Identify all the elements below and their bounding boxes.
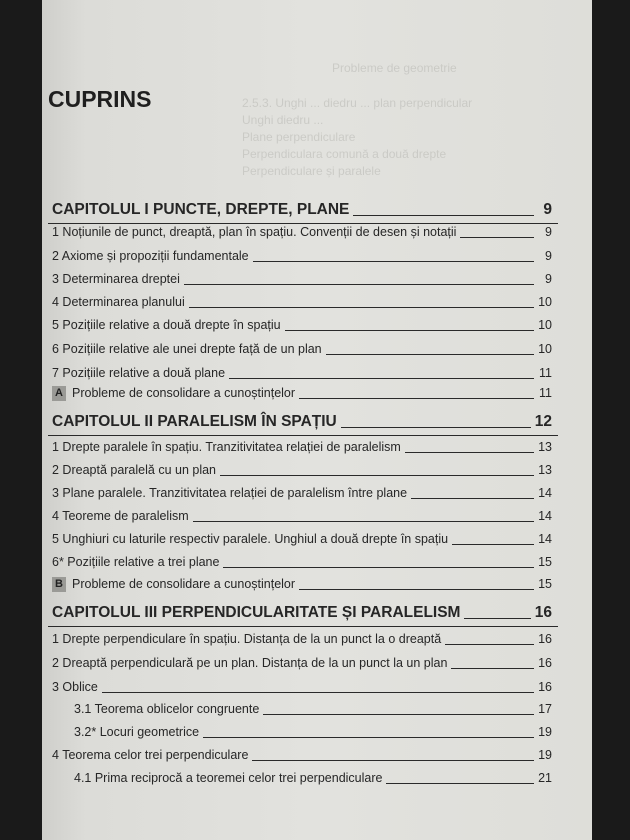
page-title: CUPRINS (48, 86, 152, 112)
page-number: 16 (538, 632, 552, 646)
entry-title: 6* Pozițiile relative a trei plane (52, 555, 220, 569)
page-number: 9 (545, 225, 552, 239)
bleed-through-line: Unghi diedru ... (242, 113, 324, 127)
chapter-heading (52, 200, 552, 219)
leader-line (353, 215, 534, 216)
entry-title: 4.1 Prima reciprocă a teoremei celor trei perpendiculare (74, 771, 383, 785)
page-number: 10 (538, 342, 552, 356)
bleed-through-text (242, 60, 562, 200)
leader-line (341, 427, 531, 428)
entry-title: 4 Teorema celor trei perpendiculare (52, 748, 249, 762)
chapter-rule (48, 435, 558, 436)
leader-line (405, 452, 534, 453)
page-number: 16 (538, 680, 552, 694)
page-number: 16 (538, 656, 552, 670)
page-number: 13 (538, 463, 552, 477)
bleed-through-line: Probleme de geometrie (332, 61, 457, 75)
bleed-through-line: 2.5.3. Unghi ... diedru ... plan perpendicular (242, 96, 473, 110)
leader-line (184, 284, 534, 285)
leader-line (203, 737, 534, 738)
problem-set-badge: A (52, 386, 66, 401)
toc-entry (52, 532, 552, 547)
leader-line (193, 521, 534, 522)
entry-title: 1 Noțiunile de punct, dreaptă, plan în spațiu. Convenții de desen și notații (52, 225, 457, 239)
page-number: 9 (543, 201, 552, 218)
entry-title: 6 Pozițiile relative ale unei drepte față de un plan (52, 342, 322, 356)
leader-line (253, 261, 534, 262)
bleed-through-line: Perpendiculare și paralele (242, 164, 381, 178)
entry-title: 3 Plane paralele. Tranzitivitatea relației de paralelism între plane (52, 486, 408, 500)
leader-line (285, 330, 534, 331)
page-number: 10 (538, 295, 552, 309)
entry-title: CAPITOLUL I PUNCTE, DREPTE, PLANE (52, 201, 350, 218)
entry-title: 1 Drepte perpendiculare în spațiu. Distanța de la un punct la o dreaptă (52, 632, 442, 646)
problems-entry (52, 386, 552, 401)
toc-entry (52, 440, 552, 455)
entry-title: 2 Dreaptă perpendiculară pe un plan. Distanța de la un punct la un plan (52, 656, 448, 670)
page-number: 21 (538, 771, 552, 785)
book-page (42, 0, 592, 840)
bleed-through-line: Perpendiculara comună a două drepte (242, 147, 447, 161)
page-number: 12 (534, 413, 552, 430)
toc-entry (52, 486, 552, 501)
toc-entry (74, 702, 552, 717)
leader-line (386, 783, 534, 784)
page-number: 9 (545, 272, 552, 286)
page-number: 10 (538, 318, 552, 332)
leader-line (460, 237, 534, 238)
page-number: 11 (539, 366, 552, 380)
entry-title: 4 Determinarea planului (52, 295, 185, 309)
chapter-heading (52, 412, 552, 431)
problem-set-badge: B (52, 577, 66, 592)
toc-entry (52, 249, 552, 264)
leader-line (452, 544, 534, 545)
toc-entry (52, 272, 552, 287)
toc-entry (52, 318, 552, 333)
toc-entry (52, 225, 552, 240)
leader-line (299, 589, 534, 590)
page-number: 19 (538, 725, 552, 739)
entry-title: 2 Axiome și propoziții fundamentale (52, 249, 249, 263)
entry-title: CAPITOLUL II PARALELISM ÎN SPAȚIU (52, 413, 337, 430)
entry-title: 3.1 Teorema oblicelor congruente (74, 702, 260, 716)
toc-entry (52, 748, 552, 763)
page-number: 14 (538, 509, 552, 523)
leader-line (189, 307, 534, 308)
leader-line (229, 378, 534, 379)
leader-line (299, 398, 534, 399)
entry-title: 5 Pozițiile relative a două drepte în spațiu (52, 318, 281, 332)
toc-entry (52, 509, 552, 524)
leader-line (445, 644, 534, 645)
chapter-rule (48, 626, 558, 627)
page-number: 17 (538, 702, 552, 716)
toc-entry (52, 555, 552, 570)
page-number: 19 (538, 748, 552, 762)
toc-entry (74, 771, 552, 786)
page-number: 13 (538, 440, 552, 454)
bleed-through-line: Plane perpendiculare (242, 130, 356, 144)
leader-line (102, 692, 534, 693)
page-number: 9 (545, 249, 552, 263)
entry-title: 3 Determinarea dreptei (52, 272, 180, 286)
page-number: 16 (534, 604, 552, 621)
toc-entry (52, 680, 552, 695)
leader-line (263, 714, 534, 715)
page-number: 15 (538, 577, 552, 591)
page-number: 14 (538, 486, 552, 500)
toc-entry (52, 656, 552, 671)
toc-entry (52, 366, 552, 381)
entry-title: 3.2* Locuri geometrice (74, 725, 200, 739)
toc-entry (74, 725, 552, 740)
entry-title: CAPITOLUL III PERPENDICULARITATE ȘI PARALELISM (52, 604, 461, 621)
page-number: 11 (539, 386, 552, 400)
toc-entry (52, 463, 552, 478)
entry-title: 4 Teoreme de paralelism (52, 509, 189, 523)
entry-title: 2 Dreaptă paralelă cu un plan (52, 463, 217, 477)
page-number: 14 (538, 532, 552, 546)
entry-title: 5 Unghiuri cu laturile respectiv paralele. Unghiul a două drepte în spațiu (52, 532, 449, 546)
leader-line (223, 567, 534, 568)
entry-title: 1 Drepte paralele în spațiu. Tranzitivitatea relației de paralelism (52, 440, 401, 454)
toc-entry (52, 342, 552, 357)
leader-line (252, 760, 534, 761)
entry-title: Probleme de consolidare a cunoștințelor (72, 577, 296, 591)
chapter-heading (52, 603, 552, 622)
leader-line (220, 475, 534, 476)
leader-line (464, 618, 530, 619)
leader-line (411, 498, 534, 499)
toc-entry (52, 295, 552, 310)
leader-line (326, 354, 534, 355)
entry-title: 7 Pozițiile relative a două plane (52, 366, 226, 380)
page-number: 15 (538, 555, 552, 569)
problems-entry (52, 577, 552, 592)
toc-entry (52, 632, 552, 647)
entry-title: Probleme de consolidare a cunoștințelor (72, 386, 296, 400)
leader-line (451, 668, 534, 669)
entry-title: 3 Oblice (52, 680, 98, 694)
